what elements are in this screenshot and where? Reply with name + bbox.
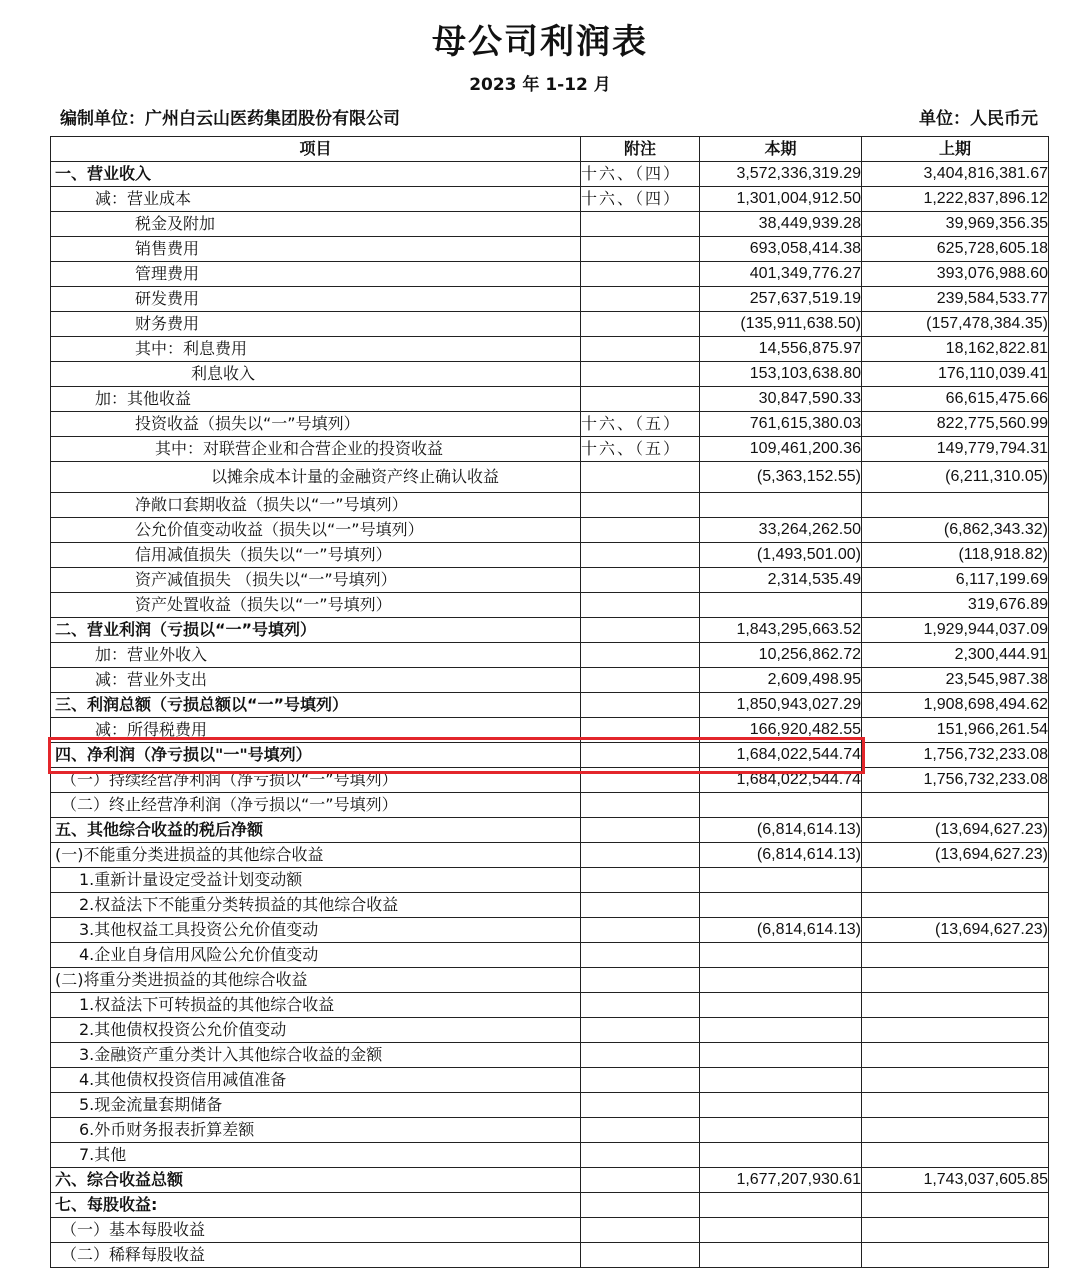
row-item-label: 五、其他综合收益的税后净额 — [51, 818, 581, 843]
table-row — [51, 337, 1049, 362]
table-row — [51, 437, 1049, 462]
table-row — [51, 743, 1049, 768]
row-prior-amount: 1,222,837,896.12 — [862, 187, 1049, 212]
table-row — [51, 668, 1049, 693]
table-row — [51, 918, 1049, 943]
row-item-label: （一）基本每股收益 — [51, 1218, 581, 1243]
header-item: 项目 — [51, 137, 581, 162]
table-row — [51, 768, 1049, 793]
row-current-amount — [700, 493, 862, 518]
table-row — [51, 1018, 1049, 1043]
row-prior-amount: 1,929,944,037.09 — [862, 618, 1049, 643]
row-prior-amount: (6,862,343.32) — [862, 518, 1049, 543]
row-item-label: 减：所得税费用 — [51, 718, 581, 743]
row-item-label: 其中：利息费用 — [51, 337, 581, 362]
table-row — [51, 262, 1049, 287]
row-prior-amount: 1,756,732,233.08 — [862, 743, 1049, 768]
row-note — [581, 618, 700, 643]
row-prior-amount: 625,728,605.18 — [862, 237, 1049, 262]
row-prior-amount — [862, 1018, 1049, 1043]
row-current-amount: 761,615,380.03 — [700, 412, 862, 437]
row-item-label: 1.重新计量设定受益计划变动额 — [51, 868, 581, 893]
row-current-amount — [700, 943, 862, 968]
row-note — [581, 212, 700, 237]
table-row — [51, 968, 1049, 993]
row-prior-amount: 66,615,475.66 — [862, 387, 1049, 412]
row-current-amount — [700, 968, 862, 993]
row-item-label: 减：营业成本 — [51, 187, 581, 212]
row-note — [581, 237, 700, 262]
row-item-label: 管理费用 — [51, 262, 581, 287]
row-note — [581, 543, 700, 568]
row-prior-amount — [862, 1068, 1049, 1093]
table-row — [51, 718, 1049, 743]
row-note — [581, 1018, 700, 1043]
row-note — [581, 943, 700, 968]
row-prior-amount — [862, 893, 1049, 918]
row-item-label: 二、营业利润（亏损以“一”号填列） — [51, 618, 581, 643]
row-item-label: 2.权益法下不能重分类转损益的其他综合收益 — [51, 893, 581, 918]
row-note — [581, 718, 700, 743]
row-current-amount: 166,920,482.55 — [700, 718, 862, 743]
row-prior-amount: 176,110,039.41 — [862, 362, 1049, 387]
row-prior-amount — [862, 943, 1049, 968]
row-prior-amount: (13,694,627.23) — [862, 818, 1049, 843]
header-current: 本期 — [700, 137, 862, 162]
row-current-amount: (6,814,614.13) — [700, 818, 862, 843]
row-prior-amount — [862, 1218, 1049, 1243]
row-current-amount: (6,814,614.13) — [700, 918, 862, 943]
row-current-amount — [700, 893, 862, 918]
row-item-label: 七、每股收益: — [51, 1193, 581, 1218]
row-current-amount — [700, 1143, 862, 1168]
row-item-label: 六、综合收益总额 — [51, 1168, 581, 1193]
row-item-label: 4.企业自身信用风险公允价值变动 — [51, 943, 581, 968]
table-row — [51, 1243, 1049, 1268]
row-note: 十六、（四） — [581, 162, 700, 187]
table-row — [51, 643, 1049, 668]
table-row — [51, 793, 1049, 818]
row-item-label: 3.金融资产重分类计入其他综合收益的金额 — [51, 1043, 581, 1068]
row-item-label: 减：营业外支出 — [51, 668, 581, 693]
table-row — [51, 493, 1049, 518]
row-item-label: 税金及附加 — [51, 212, 581, 237]
row-prior-amount — [862, 968, 1049, 993]
table-row — [51, 1193, 1049, 1218]
row-prior-amount: (13,694,627.23) — [862, 843, 1049, 868]
table-row — [51, 818, 1049, 843]
row-item-label: 三、利润总额（亏损总额以“一”号填列） — [51, 693, 581, 718]
row-current-amount — [700, 1243, 862, 1268]
row-current-amount — [700, 868, 862, 893]
row-item-label: 资产处置收益（损失以“一”号填列） — [51, 593, 581, 618]
row-item-label: 以摊余成本计量的金融资产终止确认收益 — [51, 462, 581, 493]
row-current-amount: 10,256,862.72 — [700, 643, 862, 668]
row-prior-amount — [862, 1118, 1049, 1143]
table-row — [51, 212, 1049, 237]
row-prior-amount: (157,478,384.35) — [862, 312, 1049, 337]
row-prior-amount: 151,966,261.54 — [862, 718, 1049, 743]
row-prior-amount — [862, 1043, 1049, 1068]
row-note — [581, 1118, 700, 1143]
row-note — [581, 462, 700, 493]
row-note — [581, 337, 700, 362]
row-prior-amount: 149,779,794.31 — [862, 437, 1049, 462]
row-current-amount: 257,637,519.19 — [700, 287, 862, 312]
row-note — [581, 1193, 700, 1218]
row-current-amount: 153,103,638.80 — [700, 362, 862, 387]
row-note — [581, 743, 700, 768]
row-item-label: （二）终止经营净利润（净亏损以“一”号填列） — [51, 793, 581, 818]
row-prior-amount: 1,908,698,494.62 — [862, 693, 1049, 718]
row-prior-amount — [862, 793, 1049, 818]
row-note — [581, 993, 700, 1018]
row-item-label: 5.现金流量套期储备 — [51, 1093, 581, 1118]
income-statement-table — [50, 136, 1049, 1268]
row-item-label: 加：其他收益 — [51, 387, 581, 412]
table-row — [51, 1068, 1049, 1093]
row-prior-amount: (13,694,627.23) — [862, 918, 1049, 943]
table-row — [51, 1093, 1049, 1118]
row-note: 十六、（四） — [581, 187, 700, 212]
row-current-amount: 30,847,590.33 — [700, 387, 862, 412]
row-item-label: 2.其他债权投资公允价值变动 — [51, 1018, 581, 1043]
table-row — [51, 1118, 1049, 1143]
row-current-amount: 1,684,022,544.74 — [700, 743, 862, 768]
row-current-amount: 2,609,498.95 — [700, 668, 862, 693]
row-note — [581, 918, 700, 943]
table-row — [51, 943, 1049, 968]
table-row — [51, 162, 1049, 187]
row-current-amount: 1,677,207,930.61 — [700, 1168, 862, 1193]
row-note — [581, 968, 700, 993]
row-note — [581, 768, 700, 793]
header-row — [51, 137, 1049, 162]
row-prior-amount: 23,545,987.38 — [862, 668, 1049, 693]
row-prior-amount — [862, 868, 1049, 893]
compiler-label: 编制单位：广州白云山医药集团股份有限公司 — [60, 109, 400, 129]
row-item-label: （一）持续经营净利润（净亏损以“一”号填列） — [51, 768, 581, 793]
row-note — [581, 843, 700, 868]
row-note: 十六、（五） — [581, 437, 700, 462]
table-row — [51, 593, 1049, 618]
row-prior-amount: 239,584,533.77 — [862, 287, 1049, 312]
table-row — [51, 893, 1049, 918]
row-item-label: 加：营业外收入 — [51, 643, 581, 668]
row-current-amount — [700, 1218, 862, 1243]
table-row — [51, 1143, 1049, 1168]
table-row — [51, 362, 1049, 387]
row-current-amount — [700, 1093, 862, 1118]
row-item-label: 3.其他权益工具投资公允价值变动 — [51, 918, 581, 943]
row-prior-amount: 18,162,822.81 — [862, 337, 1049, 362]
row-current-amount: 3,572,336,319.29 — [700, 162, 862, 187]
row-note — [581, 693, 700, 718]
row-note — [581, 568, 700, 593]
row-current-amount — [700, 1193, 862, 1218]
table-row — [51, 993, 1049, 1018]
row-prior-amount — [862, 1193, 1049, 1218]
row-current-amount: 1,684,022,544.74 — [700, 768, 862, 793]
row-note — [581, 1093, 700, 1118]
row-item-label: 信用减值损失（损失以“一”号填列） — [51, 543, 581, 568]
row-note — [581, 668, 700, 693]
row-prior-amount: 319,676.89 — [862, 593, 1049, 618]
row-note — [581, 593, 700, 618]
row-prior-amount: 3,404,816,381.67 — [862, 162, 1049, 187]
row-item-label: 4.其他债权投资信用减值准备 — [51, 1068, 581, 1093]
row-prior-amount — [862, 1243, 1049, 1268]
row-note: 十六、（五） — [581, 412, 700, 437]
row-current-amount: (6,814,614.13) — [700, 843, 862, 868]
row-current-amount: 33,264,262.50 — [700, 518, 862, 543]
row-current-amount: (1,493,501.00) — [700, 543, 862, 568]
row-note — [581, 793, 700, 818]
row-prior-amount — [862, 1143, 1049, 1168]
row-item-label: (二)将重分类进损益的其他综合收益 — [51, 968, 581, 993]
row-note — [581, 262, 700, 287]
row-item-label: 四、净利润（净亏损以"一"号填列） — [51, 743, 581, 768]
row-item-label: 其中：对联营企业和合营企业的投资收益 — [51, 437, 581, 462]
table-row — [51, 568, 1049, 593]
row-note — [581, 868, 700, 893]
row-current-amount: 38,449,939.28 — [700, 212, 862, 237]
row-prior-amount: 1,756,732,233.08 — [862, 768, 1049, 793]
table-row — [51, 1168, 1049, 1193]
row-current-amount: 109,461,200.36 — [700, 437, 862, 462]
row-item-label: 投资收益（损失以“一”号填列） — [51, 412, 581, 437]
row-current-amount — [700, 1018, 862, 1043]
table-row — [51, 543, 1049, 568]
table-row — [51, 868, 1049, 893]
row-current-amount: 1,843,295,663.52 — [700, 618, 862, 643]
row-current-amount: 14,556,875.97 — [700, 337, 862, 362]
row-prior-amount: 2,300,444.91 — [862, 643, 1049, 668]
row-prior-amount: 393,076,988.60 — [862, 262, 1049, 287]
table-row — [51, 618, 1049, 643]
row-current-amount — [700, 1068, 862, 1093]
row-current-amount: 401,349,776.27 — [700, 262, 862, 287]
table-row — [51, 843, 1049, 868]
statement-period: 2023 年 1-12 月 — [469, 75, 611, 95]
row-prior-amount — [862, 993, 1049, 1018]
row-current-amount — [700, 1118, 862, 1143]
row-prior-amount: 39,969,356.35 — [862, 212, 1049, 237]
row-item-label: 利息收入 — [51, 362, 581, 387]
row-prior-amount — [862, 493, 1049, 518]
unit-label: 单位：人民币元 — [919, 109, 1038, 129]
row-prior-amount — [862, 1093, 1049, 1118]
row-current-amount: (135,911,638.50) — [700, 312, 862, 337]
table-row — [51, 462, 1049, 493]
row-item-label: 销售费用 — [51, 237, 581, 262]
row-note — [581, 1143, 700, 1168]
row-prior-amount: (6,211,310.05) — [862, 462, 1049, 493]
row-note — [581, 1168, 700, 1193]
statement-body — [51, 162, 1049, 1268]
row-current-amount: 693,058,414.38 — [700, 237, 862, 262]
row-note — [581, 1043, 700, 1068]
row-note — [581, 1218, 700, 1243]
row-current-amount: (5,363,152.55) — [700, 462, 862, 493]
table-row — [51, 287, 1049, 312]
row-note — [581, 493, 700, 518]
row-note — [581, 818, 700, 843]
row-prior-amount: 822,775,560.99 — [862, 412, 1049, 437]
row-note — [581, 893, 700, 918]
row-note — [581, 518, 700, 543]
row-item-label: 一、营业收入 — [51, 162, 581, 187]
row-note — [581, 362, 700, 387]
row-current-amount: 1,301,004,912.50 — [700, 187, 862, 212]
row-item-label: 1.权益法下可转损益的其他综合收益 — [51, 993, 581, 1018]
row-note — [581, 387, 700, 412]
row-note — [581, 643, 700, 668]
header-note: 附注 — [581, 137, 700, 162]
table-row — [51, 412, 1049, 437]
row-item-label: 7.其他 — [51, 1143, 581, 1168]
statement-title: 母公司利润表 — [432, 22, 648, 62]
row-current-amount — [700, 993, 862, 1018]
row-item-label: 财务费用 — [51, 312, 581, 337]
row-current-amount: 1,850,943,027.29 — [700, 693, 862, 718]
row-item-label: （二）稀释每股收益 — [51, 1243, 581, 1268]
row-current-amount: 2,314,535.49 — [700, 568, 862, 593]
table-row — [51, 693, 1049, 718]
row-note — [581, 1243, 700, 1268]
row-current-amount — [700, 593, 862, 618]
row-current-amount — [700, 793, 862, 818]
row-note — [581, 1068, 700, 1093]
row-current-amount — [700, 1043, 862, 1068]
row-item-label: 净敞口套期收益（损失以“一”号填列） — [51, 493, 581, 518]
row-item-label: 研发费用 — [51, 287, 581, 312]
table-row — [51, 1043, 1049, 1068]
row-prior-amount: 6,117,199.69 — [862, 568, 1049, 593]
row-prior-amount: (118,918.82) — [862, 543, 1049, 568]
row-item-label: 公允价值变动收益（损失以“一”号填列） — [51, 518, 581, 543]
table-row — [51, 187, 1049, 212]
table-row — [51, 237, 1049, 262]
table-row — [51, 1218, 1049, 1243]
table-row — [51, 387, 1049, 412]
row-prior-amount: 1,743,037,605.85 — [862, 1168, 1049, 1193]
table-row — [51, 518, 1049, 543]
header-prior: 上期 — [862, 137, 1049, 162]
row-note — [581, 287, 700, 312]
row-item-label: 6.外币财务报表折算差额 — [51, 1118, 581, 1143]
row-note — [581, 312, 700, 337]
row-item-label: (一)不能重分类进损益的其他综合收益 — [51, 843, 581, 868]
table-row — [51, 312, 1049, 337]
row-item-label: 资产减值损失 （损失以“一”号填列） — [51, 568, 581, 593]
